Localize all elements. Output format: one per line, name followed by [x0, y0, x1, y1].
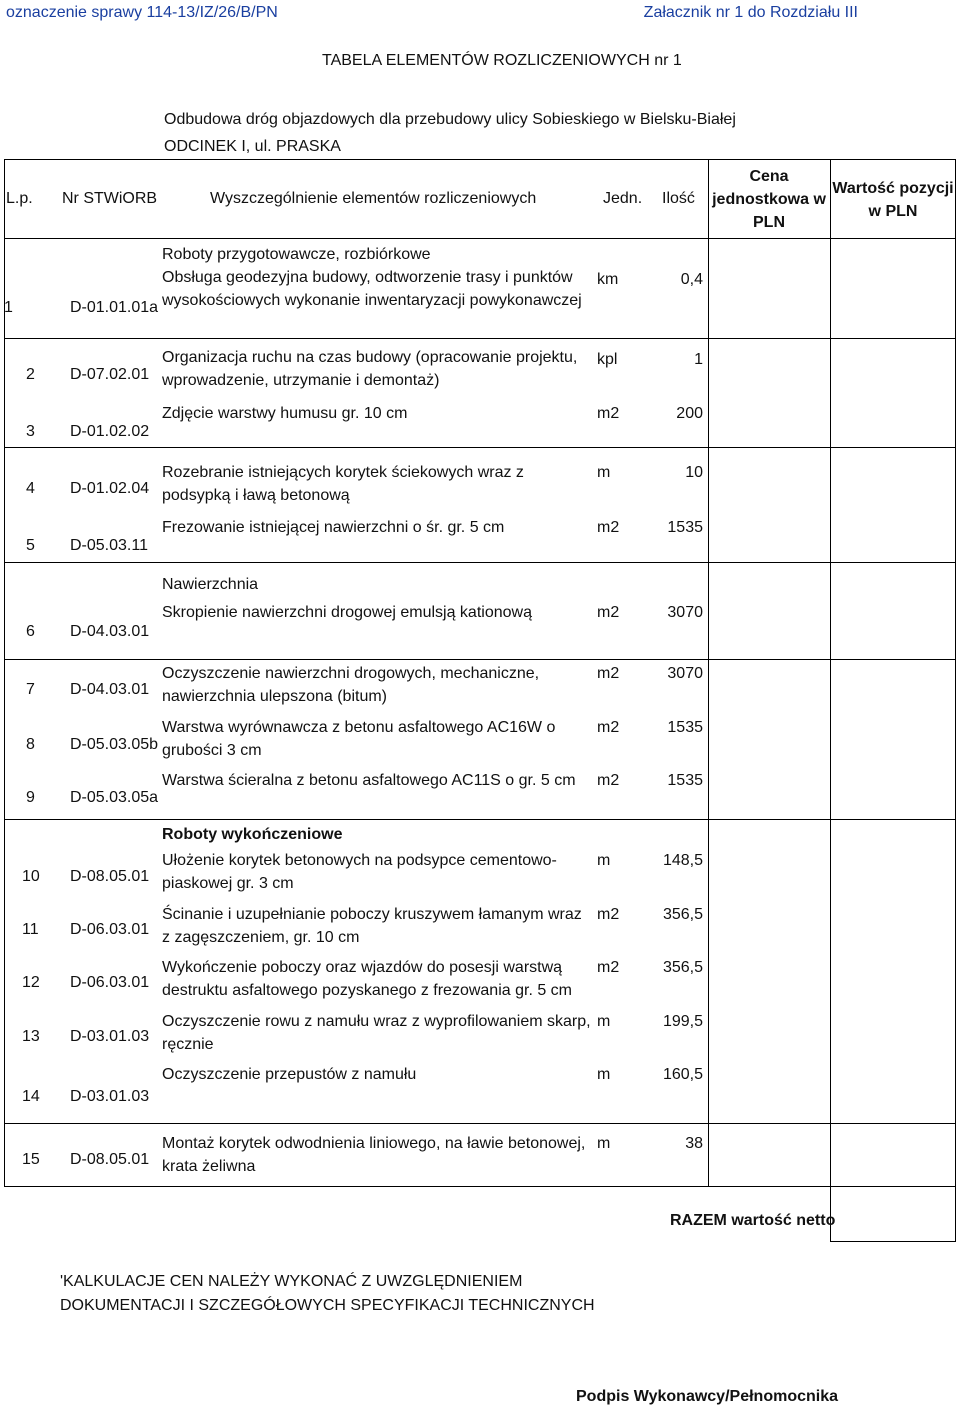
- row-unit: km: [597, 271, 619, 288]
- row-unit: m: [597, 1013, 611, 1030]
- col-description: Wyszczególnienie elementów rozliczeniowych: [210, 190, 537, 207]
- col-item-value: [830, 177, 956, 223]
- row-code: D-01.02.02: [70, 423, 150, 440]
- row-unit: m2: [597, 959, 620, 976]
- row-code: D-04.03.01: [70, 623, 150, 640]
- signature-label: Podpis Wykonawcy/Pełnomocnika: [576, 1388, 838, 1405]
- row-unit: m2: [597, 665, 620, 682]
- attachment-label: Załacznik nr 1 do Rozdziału III: [643, 4, 858, 21]
- col-item-value-line-1: Wartość pozycji: [832, 180, 954, 197]
- section-finishing: Roboty wykończeniowe: [162, 826, 343, 843]
- row-code: D-04.03.01: [70, 681, 150, 698]
- row-quantity: 1535: [667, 719, 703, 736]
- row-description: Obsługa geodezyjna budowy, odtworzenie trasy i punktów wysokościowych wykonanie inwentaryzacji powykonawczej: [162, 269, 582, 309]
- row-quantity: 38: [685, 1135, 703, 1152]
- row-code: D-01.02.04: [70, 480, 150, 497]
- row-description: Ścinanie i uzupełnianie poboczy kruszywem łamanym wraz z zagęszczeniem, gr. 10 cm: [162, 906, 582, 946]
- row-code: D-06.03.01: [70, 921, 150, 938]
- row-lp: 11: [22, 921, 39, 938]
- note-line-2: DOKUMENTACJI I SZCZEGÓŁOWYCH SPECYFIKACJI TECHNICZNYCH: [60, 1297, 595, 1314]
- row-quantity: 356,5: [662, 906, 703, 923]
- row-description: Montaż korytek odwodnienia liniowego, na ławie betonowej, krata żeliwna: [162, 1135, 586, 1175]
- row-code: D-06.03.01: [70, 974, 150, 991]
- row-unit: m2: [597, 772, 620, 789]
- row-lp: 4: [26, 480, 35, 497]
- row-lp: 1: [4, 299, 13, 316]
- col-unit-price-line-2: jednostkowa w: [712, 191, 826, 208]
- row-unit: m2: [597, 604, 620, 621]
- row-description: Wykończenie poboczy oraz wjazdów do posesji warstwą destruktu asfaltowego pozyskanego z frezowania gr. 5 cm: [162, 959, 572, 999]
- row-lp: 14: [22, 1088, 40, 1105]
- row-quantity: 160,5: [662, 1066, 703, 1083]
- row-quantity: 199,5: [662, 1013, 703, 1030]
- row-unit: m2: [597, 405, 620, 422]
- row-description: Ułożenie korytek betonowych na podsypce cementowo-piaskowej gr. 3 cm: [162, 852, 557, 892]
- subtitle-line-1: Odbudowa dróg objazdowych dla przebudowy ulicy Sobieskiego w Bielsku-Białej: [164, 111, 736, 128]
- page-title: TABELA ELEMENTÓW ROZLICZENIOWYCH nr 1: [322, 52, 682, 69]
- col-unit-price: [708, 165, 830, 234]
- row-quantity: 1535: [667, 772, 703, 789]
- row-code: D-05.03.05a: [70, 789, 159, 806]
- row-unit: m: [597, 1135, 611, 1152]
- row-quantity: 148,5: [662, 852, 703, 869]
- row-lp: 15: [22, 1151, 40, 1168]
- row-code: D-03.01.03: [70, 1028, 150, 1045]
- row-code: D-03.01.03: [70, 1088, 150, 1105]
- row-unit: m: [597, 852, 611, 869]
- page-subtitle: [164, 106, 804, 160]
- row-description: Frezowanie istniejącej nawierzchni o śr. gr. 5 cm: [162, 519, 505, 536]
- row-quantity: 3070: [667, 665, 703, 682]
- row-code: D-01.01.01a: [70, 299, 159, 316]
- row-code: D-05.03.11: [70, 537, 148, 554]
- row-lp: 5: [26, 537, 35, 554]
- col-unit-price-line-3: PLN: [753, 214, 785, 231]
- col-code: Nr STWiORB: [62, 190, 158, 207]
- row-unit: m: [597, 1066, 611, 1083]
- subtitle-line-2: ODCINEK I, ul. PRASKA: [164, 138, 341, 155]
- row-code: D-05.03.05b: [70, 736, 159, 753]
- col-item-value-line-2: w PLN: [868, 203, 918, 220]
- row-description: Oczyszczenie nawierzchni drogowych, mechaniczne, nawierzchnia ulepszona (bitum): [162, 665, 540, 705]
- row-lp: 6: [26, 623, 35, 640]
- row-unit: m2: [597, 719, 620, 736]
- note-line-1: 'KALKULACJE CEN NALEŻY WYKONAĆ Z UWZGLĘDNIENIEM: [60, 1273, 523, 1290]
- row-description: Rozebranie istniejących korytek ściekowych wraz z podsypką i ławą betonową: [162, 464, 524, 504]
- row-lp: 12: [22, 974, 40, 991]
- row-code: D-07.02.01: [70, 366, 150, 383]
- section-surface: Nawierzchnia: [162, 576, 259, 593]
- row-lp: 10: [22, 868, 40, 885]
- col-quantity: Ilość: [662, 190, 695, 207]
- row-description: Warstwa wyrównawcza z betonu asfaltowego AC16W o grubości 3 cm: [162, 719, 556, 759]
- row-description: Oczyszczenie przepustów z namułu: [162, 1066, 417, 1083]
- col-unit: Jedn.: [603, 190, 643, 207]
- row-quantity: 0,4: [680, 271, 703, 288]
- row-lp: 3: [26, 423, 35, 440]
- row-lp: 7: [26, 681, 35, 698]
- row-quantity: 200: [676, 405, 703, 422]
- row-lp: 2: [26, 366, 35, 383]
- row-quantity: 1: [694, 351, 703, 368]
- row-quantity: 3070: [667, 604, 703, 621]
- row-lp: 13: [22, 1028, 40, 1045]
- case-number: oznaczenie sprawy 114-13/IZ/26/B/PN: [6, 4, 278, 21]
- row-description: Zdjęcie warstwy humusu gr. 10 cm: [162, 405, 408, 422]
- total-net-label: RAZEM wartość netto: [670, 1212, 836, 1229]
- col-lp: L.p.: [6, 190, 33, 207]
- row-description: Warstwa ścieralna z betonu asfaltowego AC11S o gr. 5 cm: [162, 772, 576, 789]
- calculation-note: [60, 1270, 595, 1318]
- row-description: Skropienie nawierzchni drogowej emulsją kationową: [162, 604, 532, 621]
- row-unit: m: [597, 464, 611, 481]
- row-quantity: 356,5: [662, 959, 703, 976]
- row-description: Oczyszczenie rowu z namułu wraz z wyprofilowaniem skarp, ręcznie: [162, 1013, 591, 1053]
- row-code: D-08.05.01: [70, 868, 150, 885]
- row-unit: m2: [597, 906, 620, 923]
- col-unit-price-line-1: Cena: [749, 168, 789, 185]
- row-quantity: 10: [685, 464, 703, 481]
- row-code: D-08.05.01: [70, 1151, 150, 1168]
- row-lp: 8: [26, 736, 35, 753]
- row-quantity: 1535: [667, 519, 703, 536]
- section-preparatory: Roboty przygotowawcze, rozbiórkowe: [162, 246, 431, 263]
- row-lp: 9: [26, 789, 35, 806]
- row-description: Organizacja ruchu na czas budowy (opracowanie projektu, wprowadzenie, utrzymanie i demontaż): [162, 349, 578, 389]
- row-unit: kpl: [597, 351, 618, 368]
- row-unit: m2: [597, 519, 620, 536]
